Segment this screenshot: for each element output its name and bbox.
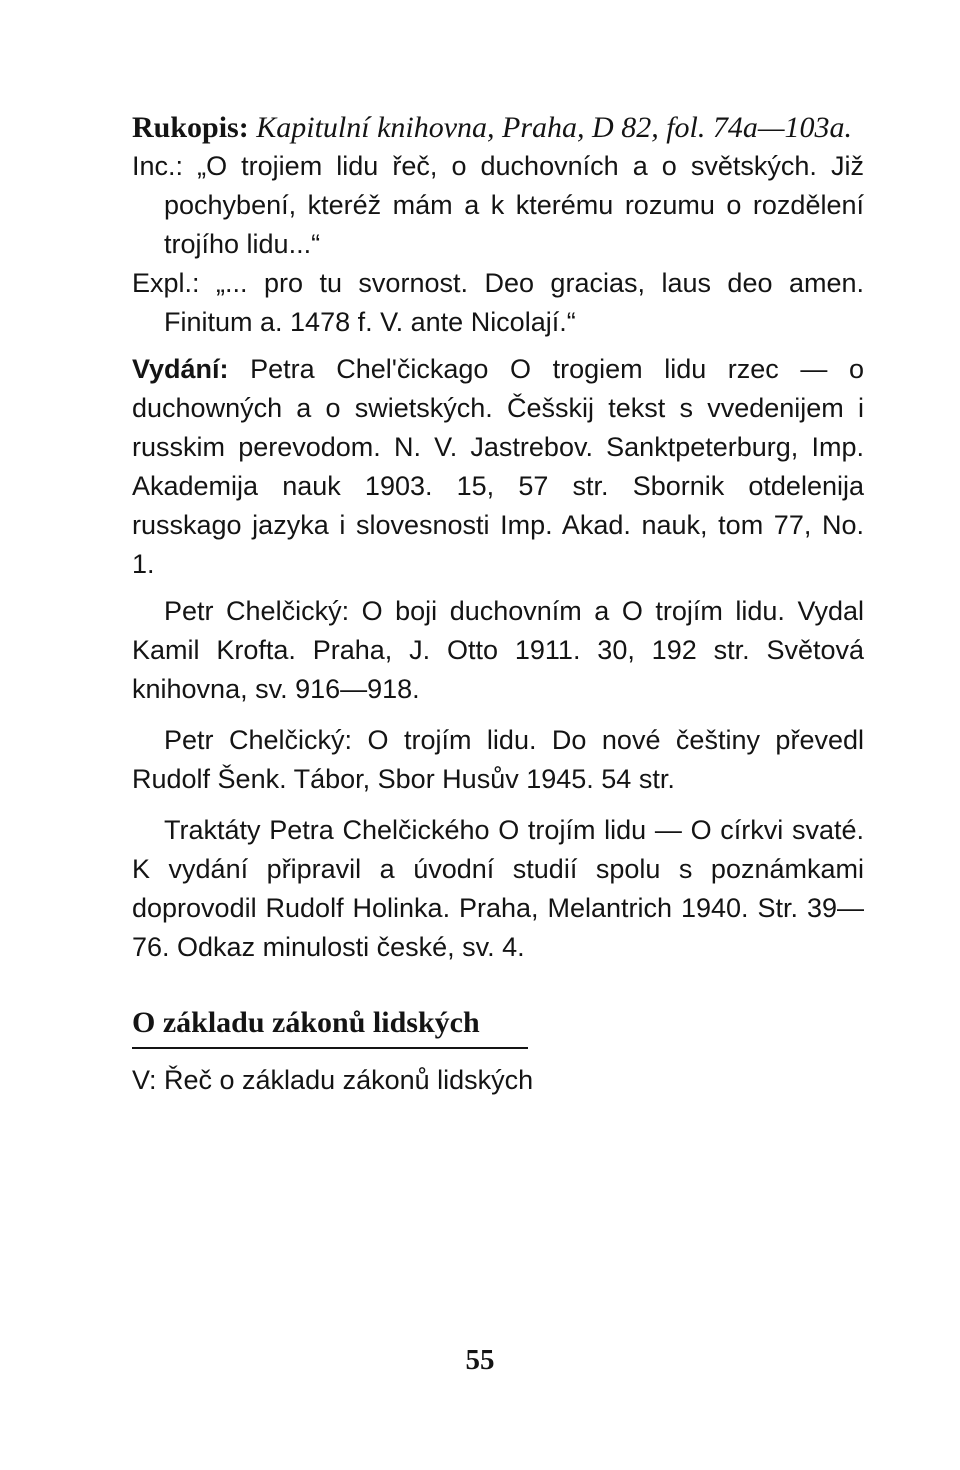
- incipit-label: Inc.:: [132, 151, 184, 181]
- section-title: O základu zákonů lidských: [132, 1006, 480, 1039]
- section-variant: V: Řeč o základu zákonů lidských: [132, 1065, 534, 1095]
- incipit-text: „O trojiem lidu řeč, o duchovních a o světských. Již pochybení, kteréž mám a k kterému rozumu o rozdělení trojího lidu...“: [164, 151, 864, 259]
- editions-label: Vydání:: [132, 354, 229, 384]
- edition-item: Traktáty Petra Chelčického O trojím lidu — O církvi svaté. K vydání připravil a úvodní studií spolu s poznámkami doprovodil Rudolf Holinka. Praha, Melantrich 1940. Str. 39—76. Odkaz minulosti české, sv. 4.: [132, 815, 864, 962]
- explicit-entry: [132, 264, 864, 342]
- manuscript-location: Kapitulní knihovna, Praha, D 82, fol. 74a—103a.: [256, 111, 853, 144]
- page-number: 55: [465, 1344, 495, 1376]
- edition-entry: [132, 350, 864, 584]
- manuscript-label: Rukopis:: [132, 111, 249, 144]
- explicit-label: Expl.:: [132, 268, 200, 298]
- explicit-text: „... pro tu svornost. Deo gracias, laus deo amen. Finitum a. 1478 f. V. ante Nicolají.“: [164, 268, 864, 337]
- section-divider: [132, 1047, 528, 1049]
- manuscript-entry: [132, 108, 864, 147]
- edition-item: Petr Chelčický: O trojím lidu. Do nové češtiny převedl Rudolf Šenk. Tábor, Sbor Husův 1945. 54 str.: [132, 725, 864, 794]
- page-content: [132, 108, 864, 1100]
- edition-item: Petr Chelčický: O boji duchovním a O trojím lidu. Vydal Kamil Krofta. Praha, J. Otto 1911. 30, 192 str. Světová knihovna, sv. 916—918.: [132, 596, 864, 704]
- incipit-entry: [132, 147, 864, 264]
- edition-item: Petra Chel'čickago O trogiem lidu rzec — o duchowných a o swietských. Češskij tekst s vvedenijem i russkim perevodom. N. V. Jastrebov. Sanktpeterburg, Imp. Akademija nauk 1903. 15, 57 str. Sbornik otdelenija russkago jazyka i slovesnosti Imp. Akad. nauk, tom 77, No. 1.: [132, 354, 864, 579]
